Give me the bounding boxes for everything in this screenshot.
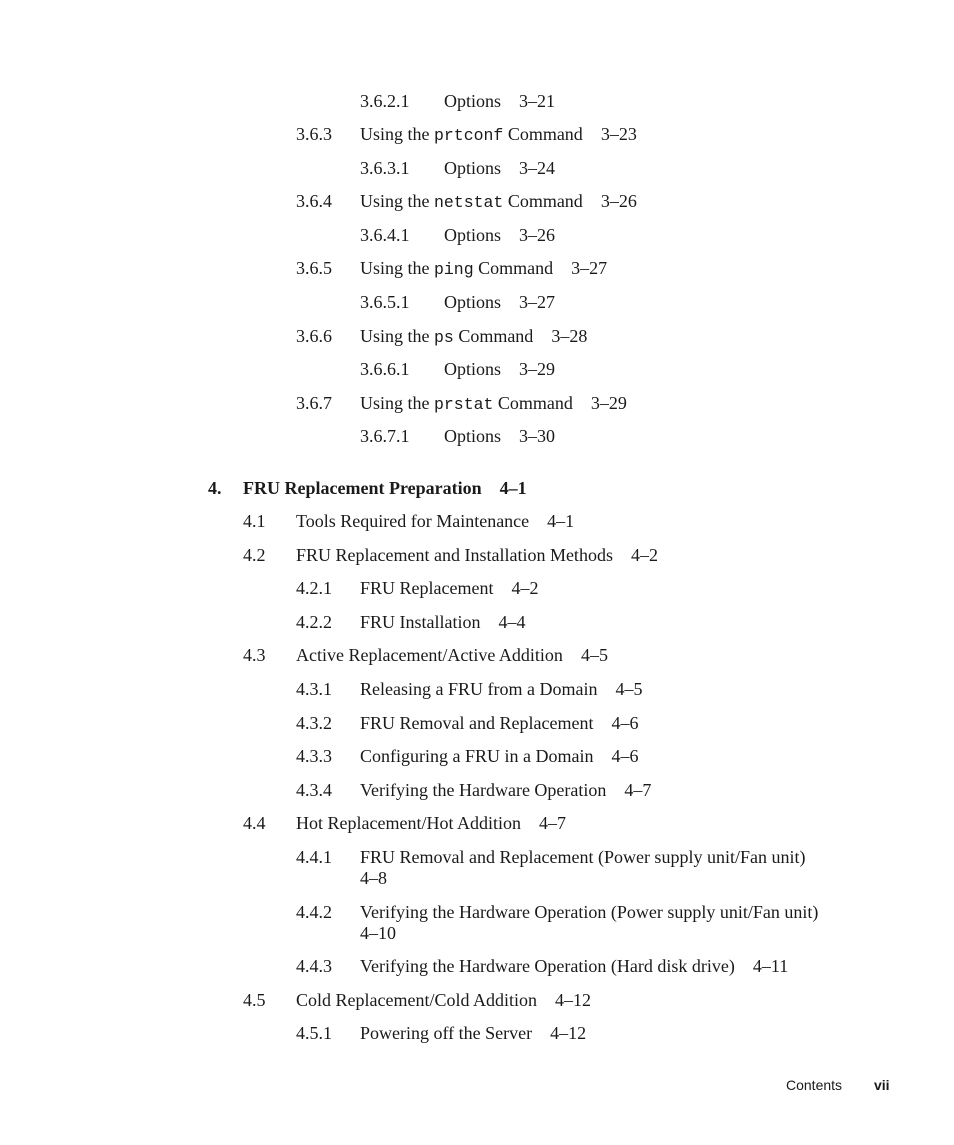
footer-page-number: vii <box>874 1077 890 1093</box>
footer-section-label: Contents <box>786 1077 843 1093</box>
